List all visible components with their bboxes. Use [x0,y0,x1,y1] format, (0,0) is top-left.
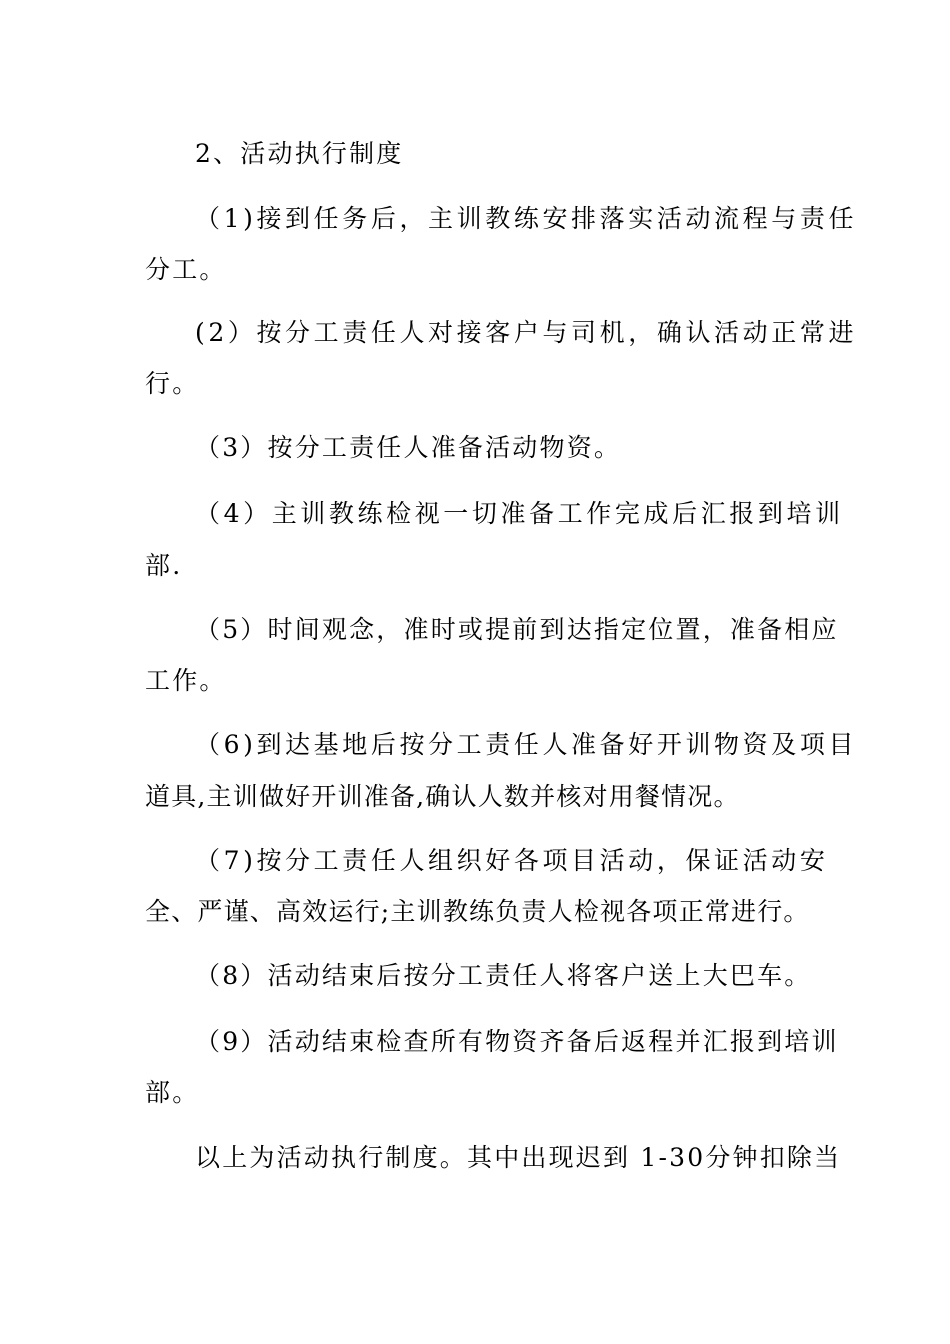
paragraph-3: （3）按分工责任人准备活动物资。 [195,433,622,462]
paragraph-1-line-1: （1)接到任务后，主训教练安排落实活动流程与责任 [195,204,858,233]
closing-paragraph: 以上为活动执行制度。其中出现迟到 1-30分钟扣除当 [195,1143,842,1172]
paragraph-8: （8）活动结束后按分工责任人将客户送上大巴车。 [195,961,812,990]
paragraph-5-line-2: 工作。 [145,666,227,695]
paragraph-7-line-1: （7)按分工责任人组织好各项目活动，保证活动安 [195,846,829,875]
paragraph-6-line-1: （6)到达基地后按分工责任人准备好开训物资及项目 [195,730,858,759]
section-heading: 2、活动执行制度 [195,139,404,168]
paragraph-2-line-2: 行。 [145,369,200,398]
paragraph-5-line-1: （5）时间观念，准时或提前到达指定位置，准备相应 [195,615,839,644]
paragraph-7-line-2: 全、严谨、高效运行;主训教练负责人检视各项正常进行。 [145,897,810,926]
paragraph-9-line-2: 部。 [145,1078,200,1107]
paragraph-9-line-1: （9）活动结束检查所有物资齐备后返程并汇报到培训 [195,1027,839,1056]
paragraph-6-line-2: 道具,主训做好开训准备,确认人数并核对用餐情况。 [145,782,740,811]
paragraph-1-line-2: 分工。 [145,255,227,284]
paragraph-2-line-1: (2）按分工责任人对接客户与司机，确认活动正常进 [195,318,858,347]
paragraph-4-line-2: 部. [145,551,183,580]
paragraph-4-line-1: （4）主训教练检视一切准备工作完成后汇报到培训 [195,499,844,528]
